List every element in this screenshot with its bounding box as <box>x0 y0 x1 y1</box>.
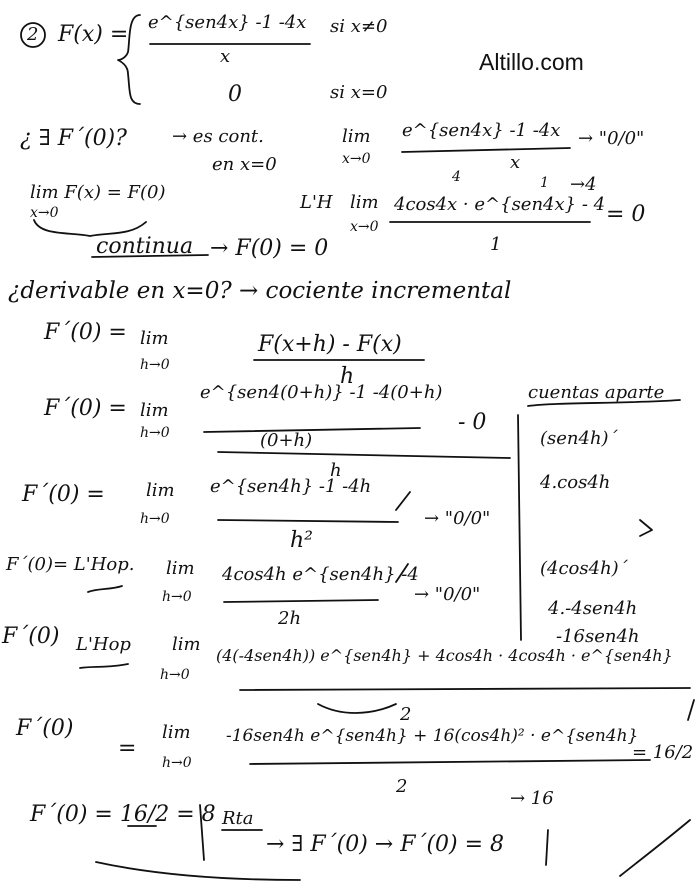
side-step-1: (sen4h)´ <box>540 428 618 449</box>
step3-denominator: h² <box>290 528 313 553</box>
problem-number: 2 <box>27 24 39 45</box>
side-step-5: -16sen4h <box>556 626 640 647</box>
step4-numerator: 4cos4h e^{sen4h} -4 <box>222 564 419 585</box>
lhopital-top-4: 4 <box>452 169 461 185</box>
step3-subscript: h→0 <box>140 511 170 527</box>
step2-lhs: F´(0) = <box>44 396 127 421</box>
step3-lhs: F´(0) = <box>22 482 105 507</box>
side-step-2: 4.cos4h <box>540 472 611 493</box>
question-derivable: ¿derivable en x=0? → cociente incremental <box>8 278 512 304</box>
step5-denominator: 2 <box>400 704 412 725</box>
limit-subscript: x→0 <box>342 151 371 167</box>
step5-lhs: F´(0) <box>2 624 60 649</box>
side-title: cuentas aparte <box>528 382 665 403</box>
lhopital-subscript: x→0 <box>350 219 379 235</box>
lhopital-top-1: 1 <box>540 175 549 191</box>
step6-subscript: h→0 <box>162 755 192 771</box>
indeterminate-result: → "0/0" <box>578 128 645 149</box>
step2-inner-denominator: (0+h) <box>260 430 313 451</box>
deriv-def-limit: lim <box>140 328 169 349</box>
continuity-subscript: x→0 <box>30 205 59 221</box>
step6-under: → 16 <box>510 788 554 809</box>
step4-subscript: h→0 <box>162 589 192 605</box>
answer-text: → ∃ F´(0) → F´(0) = 8 <box>266 832 505 857</box>
continua-label: continua <box>96 234 194 259</box>
case1-numerator: e^{sen4x} -1 -4x <box>148 12 307 33</box>
side-step-4: 4.-4sen4h <box>548 598 638 619</box>
step6-result: = 16/2 <box>632 742 694 763</box>
step5-limit: lim <box>172 634 201 655</box>
step5-numerator: (4(-4sen4h)) e^{sen4h} + 4cos4h · 4cos4h · e^{sen4h} <box>216 646 673 665</box>
limit-label: lim <box>342 126 371 147</box>
step4-lhs: F´(0)= L'Hop. <box>6 554 135 575</box>
step2-subscript: h→0 <box>140 425 170 441</box>
continuity-equation: lim F(x) = F(0) <box>30 182 166 203</box>
lhopital-label: L'H <box>300 192 333 213</box>
step2-limit: lim <box>140 400 169 421</box>
step2-denominator: h <box>330 460 342 481</box>
deriv-def-denominator: h <box>340 364 355 389</box>
case1-condition: si x≠0 <box>330 16 388 37</box>
function-name: F(x) = <box>58 22 129 47</box>
step6-limit: lim <box>162 722 191 743</box>
deriv-def-numerator: F(x+h) - F(x) <box>258 332 402 357</box>
watermark: Altillo.com <box>479 49 584 75</box>
step3-result: → "0/0" <box>424 508 491 529</box>
case2-value: 0 <box>228 82 242 107</box>
step2-minus-zero: - 0 <box>458 410 487 435</box>
lhopital-denominator: 1 <box>490 234 502 255</box>
case2-condition: si x=0 <box>330 82 388 103</box>
continuity-check: → es cont. <box>172 126 264 147</box>
step4-result: → "0/0" <box>414 584 481 605</box>
step3-limit: lim <box>146 480 175 501</box>
step5-lhop: L'Hop <box>76 634 131 655</box>
question-existence: ¿ ∃ F´(0)? <box>20 126 127 151</box>
case1-denominator: x <box>220 46 231 67</box>
continua-result: → F(0) = 0 <box>210 236 329 261</box>
limit-numerator: e^{sen4x} -1 -4x <box>402 120 561 141</box>
continuity-point: en x=0 <box>212 154 277 175</box>
lhopital-limit: lim <box>350 192 379 213</box>
final-result: F´(0) = 16/2 = 8 <box>30 802 216 827</box>
step6-numerator: -16sen4h e^{sen4h} + 16(cos4h)² · e^{sen4h} <box>226 726 639 746</box>
deriv-def-lhs: F´(0) = <box>44 320 127 345</box>
lhopital-result: = 0 <box>606 202 646 227</box>
step6-denominator: 2 <box>396 776 408 797</box>
deriv-def-subscript: h→0 <box>140 357 170 373</box>
step5-subscript: h→0 <box>160 667 190 683</box>
step6-equals: = <box>118 736 137 761</box>
lhopital-numerator: 4cos4x · e^{sen4x} - 4 <box>394 194 606 215</box>
answer-label: Rta <box>222 808 254 829</box>
step2-numerator: e^{sen4(0+h)} -1 -4(0+h) <box>200 382 443 403</box>
side-step-3: (4cos4h)´ <box>540 558 628 579</box>
step4-denominator: 2h <box>278 608 302 629</box>
lhopital-tend: →4 <box>570 174 597 195</box>
step3-numerator: e^{sen4h} -1 -4h <box>210 476 372 497</box>
step6-lhs: F´(0) <box>16 716 74 741</box>
step4-limit: lim <box>166 558 195 579</box>
limit-denominator: x <box>510 152 521 173</box>
